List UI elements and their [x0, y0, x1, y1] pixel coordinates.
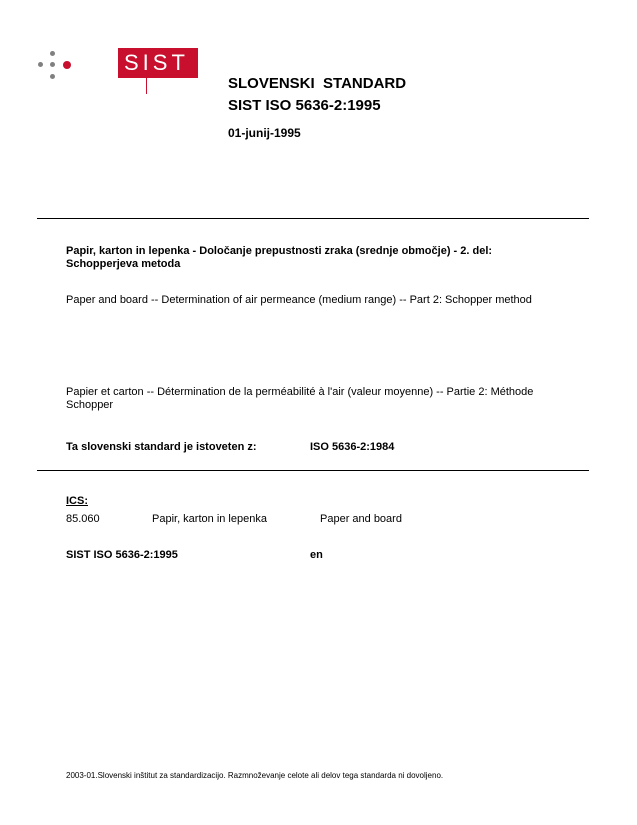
- sist-logo: [36, 48, 189, 92]
- ics-slovene: Papir, karton in lepenka: [152, 513, 267, 525]
- title-slovene: Papir, karton in lepenka - Določanje prepustnosti zraka (srednje območje) - 2. del: Schopperjeva metoda: [66, 245, 493, 270]
- identical-value: ISO 5636-2:1984: [310, 441, 395, 453]
- identical-label: Ta slovenski standard je istoveten z:: [66, 441, 257, 453]
- top-rule: [37, 218, 589, 219]
- ics-english: Paper and board: [320, 513, 402, 525]
- logo-dot-grey-top: [50, 51, 55, 56]
- logo-vertical-line: [146, 78, 147, 94]
- ics-label: ICS:: [66, 495, 88, 507]
- standard-code: SIST ISO 5636-2:1995: [66, 549, 178, 561]
- copyright-footer: 2003-01.Slovenski inštitut za standardizacijo. Razmnoževanje celote ali delov tega standarda ni dovoljeno.: [66, 771, 444, 780]
- standard-date: 01-junij-1995: [228, 126, 301, 140]
- bottom-rule: [37, 470, 589, 471]
- logo-dot-grey-left: [38, 62, 43, 67]
- logo-dot-grey-bottom: [50, 74, 55, 79]
- ics-code: 85.060: [66, 513, 100, 525]
- title-english: Paper and board -- Determination of air permeance (medium range) -- Part 2: Schopper method: [66, 294, 532, 306]
- logo-dot-red: [63, 61, 71, 69]
- standard-number: SIST ISO 5636-2:1995: [228, 97, 381, 114]
- logo-dot-grey-mid: [50, 62, 55, 67]
- standard-language: en: [310, 549, 323, 561]
- standard-heading: SLOVENSKI STANDARD: [228, 75, 407, 92]
- title-french: Papier et carton -- Détermination de la perméabilité à l'air (valeur moyenne) -- Partie 2: Méthode Schopper: [66, 386, 534, 411]
- logo-wordmark: SIST: [118, 48, 198, 78]
